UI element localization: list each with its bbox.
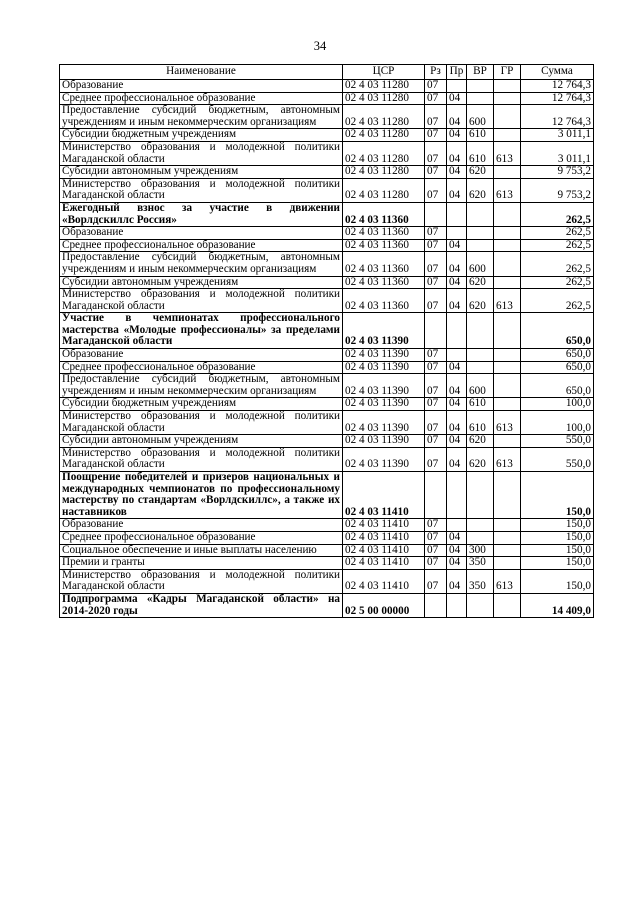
row-rz: 07 (425, 129, 447, 142)
row-pr (447, 593, 467, 617)
row-pr: 04 (447, 447, 467, 471)
row-sum: 3 011,1 (521, 141, 594, 165)
row-pr (447, 202, 467, 226)
row-csr: 02 4 03 11390 (343, 447, 425, 471)
row-vr: 610 (467, 398, 494, 411)
row-csr: 02 4 03 11280 (343, 129, 425, 142)
row-name: Субсидии бюджетным учреждениям (60, 398, 343, 411)
row-pr: 04 (447, 435, 467, 448)
row-csr: 02 4 03 11410 (343, 569, 425, 593)
row-gr: 613 (494, 289, 521, 313)
row-gr (494, 92, 521, 105)
row-sum: 650,0 (521, 361, 594, 374)
row-rz: 07 (425, 227, 447, 240)
row-vr: 620 (467, 435, 494, 448)
row-rz: 07 (425, 289, 447, 313)
table-row (60, 141, 594, 165)
row-vr: 600 (467, 105, 494, 129)
table-row (60, 166, 594, 179)
table-row (60, 92, 594, 105)
row-csr: 02 4 03 11390 (343, 411, 425, 435)
row-name: Министерство образования и молодежной политики Магаданской области (60, 289, 343, 313)
row-vr (467, 239, 494, 252)
row-csr: 02 4 03 11360 (343, 276, 425, 289)
row-name: Предоставление субсидий бюджетным, автономным учреждениям и иным некоммерческим организациям (60, 374, 343, 398)
row-rz (425, 313, 447, 349)
row-sum: 262,5 (521, 227, 594, 240)
row-name: Предоставление субсидий бюджетным, автономным учреждениям и иным некоммерческим организациям (60, 252, 343, 276)
row-name: Поощрение победителей и призеров национальных и международных чемпионатов по профессиональному мастерству по стандартам «Ворлдскиллс», а также их наставников (60, 472, 343, 519)
table-row (60, 227, 594, 240)
row-csr: 02 4 03 11390 (343, 374, 425, 398)
row-sum: 150,0 (521, 531, 594, 544)
row-rz: 07 (425, 105, 447, 129)
row-csr: 02 4 03 11410 (343, 519, 425, 532)
row-pr: 04 (447, 239, 467, 252)
row-pr: 04 (447, 166, 467, 179)
row-vr: 610 (467, 129, 494, 142)
header-rz: Рз (425, 65, 447, 80)
row-vr (467, 227, 494, 240)
row-sum: 100,0 (521, 411, 594, 435)
row-name: Ежегодный взнос за участие в движении «Ворлдскиллс Россия» (60, 202, 343, 226)
row-vr (467, 519, 494, 532)
row-sum: 550,0 (521, 447, 594, 471)
row-sum: 12 764,3 (521, 80, 594, 93)
header-vr: ВР (467, 65, 494, 80)
row-pr: 04 (447, 141, 467, 165)
row-name: Субсидии бюджетным учреждениям (60, 129, 343, 142)
row-name: Субсидии автономным учреждениям (60, 276, 343, 289)
row-pr: 04 (447, 411, 467, 435)
row-vr (467, 531, 494, 544)
row-vr (467, 593, 494, 617)
row-csr: 02 4 03 11360 (343, 239, 425, 252)
row-gr (494, 276, 521, 289)
row-vr: 620 (467, 447, 494, 471)
row-rz: 07 (425, 519, 447, 532)
row-name: Субсидии автономным учреждениям (60, 166, 343, 179)
row-name: Министерство образования и молодежной политики Магаданской области (60, 447, 343, 471)
row-name: Министерство образования и молодежной политики Магаданской области (60, 141, 343, 165)
row-pr: 04 (447, 374, 467, 398)
row-pr: 04 (447, 361, 467, 374)
row-csr: 02 4 03 11390 (343, 398, 425, 411)
header-pr: Пр (447, 65, 467, 80)
row-rz (425, 202, 447, 226)
row-sum: 12 764,3 (521, 92, 594, 105)
row-rz: 07 (425, 374, 447, 398)
row-pr (447, 519, 467, 532)
row-rz: 07 (425, 544, 447, 557)
row-pr (447, 349, 467, 362)
table-row (60, 531, 594, 544)
row-vr: 600 (467, 374, 494, 398)
row-pr (447, 472, 467, 519)
row-vr (467, 349, 494, 362)
header-gr: ГР (494, 65, 521, 80)
row-rz: 07 (425, 252, 447, 276)
row-pr: 04 (447, 544, 467, 557)
row-name: Предоставление субсидий бюджетным, автономным учреждениям и иным некоммерческим организациям (60, 105, 343, 129)
row-sum: 650,0 (521, 374, 594, 398)
row-csr: 02 4 03 11410 (343, 557, 425, 570)
row-sum: 150,0 (521, 544, 594, 557)
row-sum: 650,0 (521, 349, 594, 362)
table-row (60, 593, 594, 617)
table-row (60, 289, 594, 313)
row-name: Образование (60, 519, 343, 532)
row-gr: 613 (494, 411, 521, 435)
row-gr (494, 435, 521, 448)
row-vr (467, 202, 494, 226)
row-vr: 620 (467, 178, 494, 202)
row-pr: 04 (447, 289, 467, 313)
row-sum: 9 753,2 (521, 178, 594, 202)
row-csr: 02 4 03 11360 (343, 289, 425, 313)
row-csr: 02 5 00 00000 (343, 593, 425, 617)
row-csr: 02 4 03 11410 (343, 531, 425, 544)
table-row (60, 569, 594, 593)
row-pr: 04 (447, 105, 467, 129)
row-sum: 650,0 (521, 313, 594, 349)
row-sum: 150,0 (521, 569, 594, 593)
table-row (60, 313, 594, 349)
row-vr: 350 (467, 569, 494, 593)
row-sum: 262,5 (521, 202, 594, 226)
row-rz: 07 (425, 435, 447, 448)
row-vr: 610 (467, 141, 494, 165)
row-sum: 150,0 (521, 557, 594, 570)
row-sum: 550,0 (521, 435, 594, 448)
row-gr (494, 544, 521, 557)
row-rz: 07 (425, 92, 447, 105)
row-vr (467, 313, 494, 349)
row-gr (494, 313, 521, 349)
row-gr: 613 (494, 178, 521, 202)
row-pr: 04 (447, 92, 467, 105)
row-name: Субсидии автономным учреждениям (60, 435, 343, 448)
row-rz: 07 (425, 349, 447, 362)
table-row (60, 239, 594, 252)
row-rz: 07 (425, 447, 447, 471)
table-row (60, 398, 594, 411)
page-number: 34 (313, 39, 327, 53)
row-name: Министерство образования и молодежной политики Магаданской области (60, 411, 343, 435)
table-row (60, 178, 594, 202)
row-gr (494, 349, 521, 362)
row-vr (467, 80, 494, 93)
table-body (60, 80, 594, 618)
row-gr: 613 (494, 447, 521, 471)
table-row (60, 472, 594, 519)
row-csr: 02 4 03 11390 (343, 349, 425, 362)
table-row (60, 349, 594, 362)
table-row (60, 80, 594, 93)
row-vr (467, 92, 494, 105)
row-gr (494, 557, 521, 570)
row-rz: 07 (425, 361, 447, 374)
row-sum: 14 409,0 (521, 593, 594, 617)
row-rz: 07 (425, 411, 447, 435)
row-pr (447, 80, 467, 93)
row-name: Образование (60, 80, 343, 93)
row-csr: 02 4 03 11360 (343, 252, 425, 276)
budget-table (59, 64, 594, 618)
row-gr (494, 105, 521, 129)
header-sum: Сумма (521, 65, 594, 80)
row-gr (494, 374, 521, 398)
row-gr (494, 252, 521, 276)
row-pr (447, 313, 467, 349)
row-name: Министерство образования и молодежной политики Магаданской области (60, 569, 343, 593)
table-row (60, 276, 594, 289)
row-name: Участие в чемпионатах профессионального мастерства «Молодые профессионалы» за пределами Магаданской области (60, 313, 343, 349)
row-rz: 07 (425, 166, 447, 179)
row-csr: 02 4 03 11280 (343, 105, 425, 129)
row-pr: 04 (447, 178, 467, 202)
table-row (60, 435, 594, 448)
table-row (60, 447, 594, 471)
row-csr: 02 4 03 11390 (343, 313, 425, 349)
row-csr: 02 4 03 11390 (343, 361, 425, 374)
row-rz: 07 (425, 239, 447, 252)
row-gr (494, 239, 521, 252)
row-sum: 150,0 (521, 472, 594, 519)
row-sum: 262,5 (521, 239, 594, 252)
table-row (60, 374, 594, 398)
row-csr: 02 4 03 11280 (343, 178, 425, 202)
row-rz: 07 (425, 531, 447, 544)
row-gr (494, 398, 521, 411)
row-gr (494, 227, 521, 240)
row-name: Министерство образования и молодежной политики Магаданской области (60, 178, 343, 202)
table-row (60, 557, 594, 570)
table-row (60, 129, 594, 142)
row-pr: 04 (447, 129, 467, 142)
row-sum: 150,0 (521, 519, 594, 532)
row-gr (494, 531, 521, 544)
row-csr: 02 4 03 11410 (343, 544, 425, 557)
row-rz (425, 472, 447, 519)
row-vr: 620 (467, 276, 494, 289)
table-row (60, 411, 594, 435)
row-pr: 04 (447, 531, 467, 544)
row-name: Среднее профессиональное образование (60, 531, 343, 544)
table-row (60, 519, 594, 532)
row-gr (494, 361, 521, 374)
table-row (60, 544, 594, 557)
row-gr (494, 593, 521, 617)
table-header-row (60, 65, 594, 80)
row-vr: 620 (467, 289, 494, 313)
row-vr: 350 (467, 557, 494, 570)
row-name: Образование (60, 227, 343, 240)
row-sum: 262,5 (521, 289, 594, 313)
row-gr (494, 472, 521, 519)
row-rz: 07 (425, 569, 447, 593)
row-name: Премии и гранты (60, 557, 343, 570)
table-row (60, 105, 594, 129)
row-csr: 02 4 03 11360 (343, 202, 425, 226)
row-vr: 620 (467, 166, 494, 179)
row-gr (494, 166, 521, 179)
row-rz: 07 (425, 398, 447, 411)
table-row (60, 202, 594, 226)
row-pr: 04 (447, 252, 467, 276)
row-csr: 02 4 03 11280 (343, 166, 425, 179)
row-vr (467, 361, 494, 374)
row-pr (447, 227, 467, 240)
row-pr: 04 (447, 557, 467, 570)
table-row (60, 252, 594, 276)
row-csr: 02 4 03 11280 (343, 141, 425, 165)
row-rz: 07 (425, 141, 447, 165)
row-vr: 300 (467, 544, 494, 557)
row-rz: 07 (425, 178, 447, 202)
row-sum: 262,5 (521, 252, 594, 276)
row-csr: 02 4 03 11410 (343, 472, 425, 519)
row-name: Среднее профессиональное образование (60, 92, 343, 105)
row-gr: 613 (494, 569, 521, 593)
row-gr (494, 80, 521, 93)
row-rz: 07 (425, 276, 447, 289)
row-rz: 07 (425, 557, 447, 570)
row-csr: 02 4 03 11280 (343, 80, 425, 93)
table-row (60, 361, 594, 374)
header-name: Наименование (60, 65, 343, 80)
row-vr: 600 (467, 252, 494, 276)
row-sum: 9 753,2 (521, 166, 594, 179)
row-pr: 04 (447, 398, 467, 411)
row-csr: 02 4 03 11280 (343, 92, 425, 105)
row-pr: 04 (447, 569, 467, 593)
row-name: Образование (60, 349, 343, 362)
row-name: Подпрограмма «Кадры Магаданской области» на 2014-2020 годы (60, 593, 343, 617)
row-gr (494, 129, 521, 142)
row-rz (425, 593, 447, 617)
row-name: Среднее профессиональное образование (60, 239, 343, 252)
row-name: Среднее профессиональное образование (60, 361, 343, 374)
row-gr (494, 202, 521, 226)
row-name: Социальное обеспечение и иные выплаты населению (60, 544, 343, 557)
row-sum: 262,5 (521, 276, 594, 289)
row-vr (467, 472, 494, 519)
row-sum: 3 011,1 (521, 129, 594, 142)
row-gr: 613 (494, 141, 521, 165)
row-pr: 04 (447, 276, 467, 289)
row-vr: 610 (467, 411, 494, 435)
row-rz: 07 (425, 80, 447, 93)
row-csr: 02 4 03 11360 (343, 227, 425, 240)
row-csr: 02 4 03 11390 (343, 435, 425, 448)
row-sum: 100,0 (521, 398, 594, 411)
row-sum: 12 764,3 (521, 105, 594, 129)
header-csr: ЦСР (343, 65, 425, 80)
row-gr (494, 519, 521, 532)
